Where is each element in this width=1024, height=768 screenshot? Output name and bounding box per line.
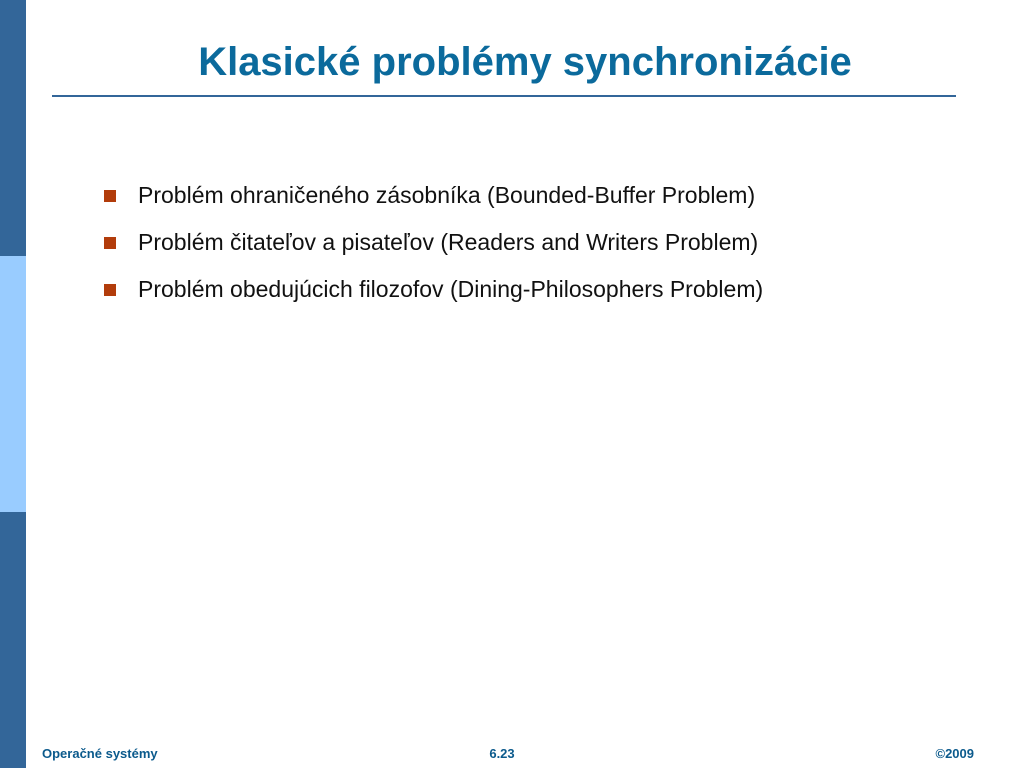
bullet-item [98,172,978,219]
bullet-text: Problém ohraničeného zásobníka (Bounded-Buffer Problem) [138,182,756,208]
slide-title: Klasické problémy synchronizácie [198,40,852,84]
square-bullet-icon [104,237,116,249]
side-bar-bottom-segment [0,512,26,768]
bullet-item [98,266,978,313]
bullet-item [98,219,978,266]
bullet-text: Problém čitateľov a pisateľov (Readers and Writers Problem) [138,229,759,255]
title-divider [52,95,956,97]
square-bullet-icon [104,284,116,296]
side-bar [0,0,26,768]
footer-copyright: ©2009 [935,746,974,761]
side-bar-middle-segment [0,256,26,512]
bullet-list [98,172,978,313]
footer-course-name: Operačné systémy [42,746,158,761]
bullet-text: Problém obedujúcich filozofov (Dining-Philosophers Problem) [138,276,764,302]
side-bar-top-segment [0,0,26,256]
footer-slide-number: 6.23 [489,746,515,761]
square-bullet-icon [104,190,116,202]
